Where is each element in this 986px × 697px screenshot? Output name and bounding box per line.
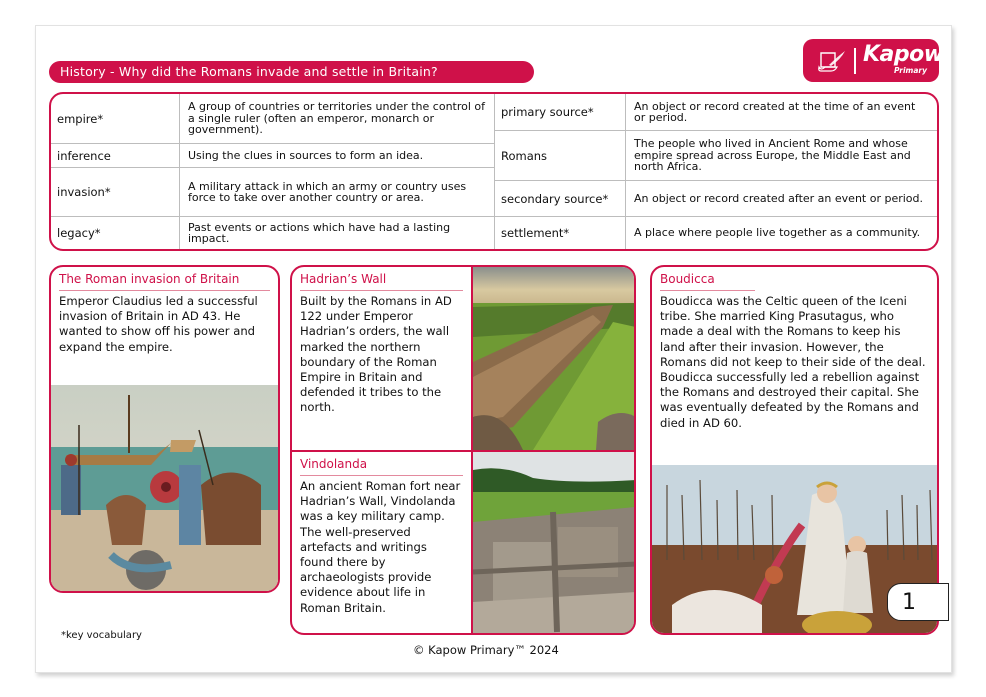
card-title: Vindolanda <box>300 457 463 476</box>
logo-sub: Primary <box>894 66 927 75</box>
vocab-row <box>51 94 494 144</box>
vocab-definition: Using the clues in sources to form an idea. <box>188 148 424 162</box>
vocab-term: empire* <box>51 94 180 143</box>
card-body: Built by the Romans in AD 122 under Emperor Hadrian’s orders, the wall marked the northern boundary of the Roman Empire in Britain and defended it tribes to the north. <box>300 294 452 415</box>
vocab-row <box>51 144 494 168</box>
vocab-row <box>51 217 494 249</box>
card-body: Boudicca was the Celtic queen of the Iceni tribe. She married King Prasutagus, who made a deal with the Romans to keep his land after their invasion. However, the Romans did not keep to their side of the deal. Boudicca successfully led a rebellion against the Romans and destroyed their capital. She was eventually defeated by the Romans and died in AD 60. <box>660 294 926 430</box>
section-vindolanda <box>292 452 471 616</box>
copyright: © Kapow Primary™ 2024 <box>413 643 559 657</box>
logo-divider <box>854 48 856 74</box>
vocab-definition: An object or record created at the time of an event or period. <box>634 99 916 124</box>
card-title: The Roman invasion of Britain <box>59 272 270 291</box>
vocab-definition: The people who lived in Ancient Rome and whose empire spread across Europe, the Middle East and north Africa. <box>634 137 911 174</box>
page-title: History - Why did the Romans invade and settle in Britain? <box>49 61 534 83</box>
vocab-definition: A group of countries or territories under the control of a single ruler (often an emperor, monarch or government). <box>188 100 486 137</box>
page-number-badge: 1 <box>887 583 949 621</box>
card-section-divider <box>292 450 634 452</box>
kapow-logo <box>803 39 944 82</box>
card-roman-invasion <box>49 265 280 593</box>
vocab-row <box>495 94 937 131</box>
section-hadrians-wall <box>292 272 471 416</box>
scroll-quill-icon <box>817 49 847 73</box>
vocab-definition: An object or record created after an event or period. <box>634 191 924 205</box>
card-hadrians-wall-vindolanda <box>290 265 636 635</box>
vocab-definition: A place where people live together as a community. <box>634 226 921 240</box>
logo-brand: Kapow <box>863 42 944 67</box>
vocab-row <box>51 168 494 217</box>
vocabulary-column-right <box>494 94 937 249</box>
vocab-row <box>495 131 937 181</box>
card-title: Hadrian’s Wall <box>300 272 463 291</box>
vocab-row <box>495 181 937 217</box>
key-vocabulary-note: *key vocabulary <box>61 630 142 641</box>
card-body: Emperor Claudius led a successful invasion of Britain in AD 43. He wanted to show off his power and expand the empire. <box>59 294 258 354</box>
card-title: Boudicca <box>660 272 755 291</box>
vocab-term: inference <box>51 144 180 167</box>
vocabulary-table <box>49 92 939 251</box>
vocab-term: primary source* <box>495 94 626 130</box>
vocab-row <box>495 217 937 249</box>
roman-invasion-illustration <box>51 385 278 591</box>
vocab-term: Romans <box>495 131 626 180</box>
vocab-term: invasion* <box>51 168 180 216</box>
vocab-definition: A military attack in which an army or country uses force to take over another country or area. <box>188 179 467 204</box>
card-body: An ancient Roman fort near Hadrian’s Wall, Vindolanda was a key military camp. The well-preserved artefacts and writings found there by archaeologists provide evidence about life in Roman Britain. <box>300 479 461 615</box>
knowledge-organiser-page <box>35 25 952 673</box>
vindolanda-photo <box>473 452 634 633</box>
vocab-term: secondary source* <box>495 181 626 216</box>
hadrians-wall-photo <box>473 267 634 450</box>
card-boudicca <box>650 265 939 635</box>
vocab-term: legacy* <box>51 217 180 249</box>
vocab-definition: Past events or actions which have had a lasting impact. <box>188 220 451 245</box>
card-text-area <box>652 272 937 468</box>
vocabulary-column-left <box>51 94 494 249</box>
vocab-term: settlement* <box>495 217 626 249</box>
card-text-area <box>51 272 278 388</box>
